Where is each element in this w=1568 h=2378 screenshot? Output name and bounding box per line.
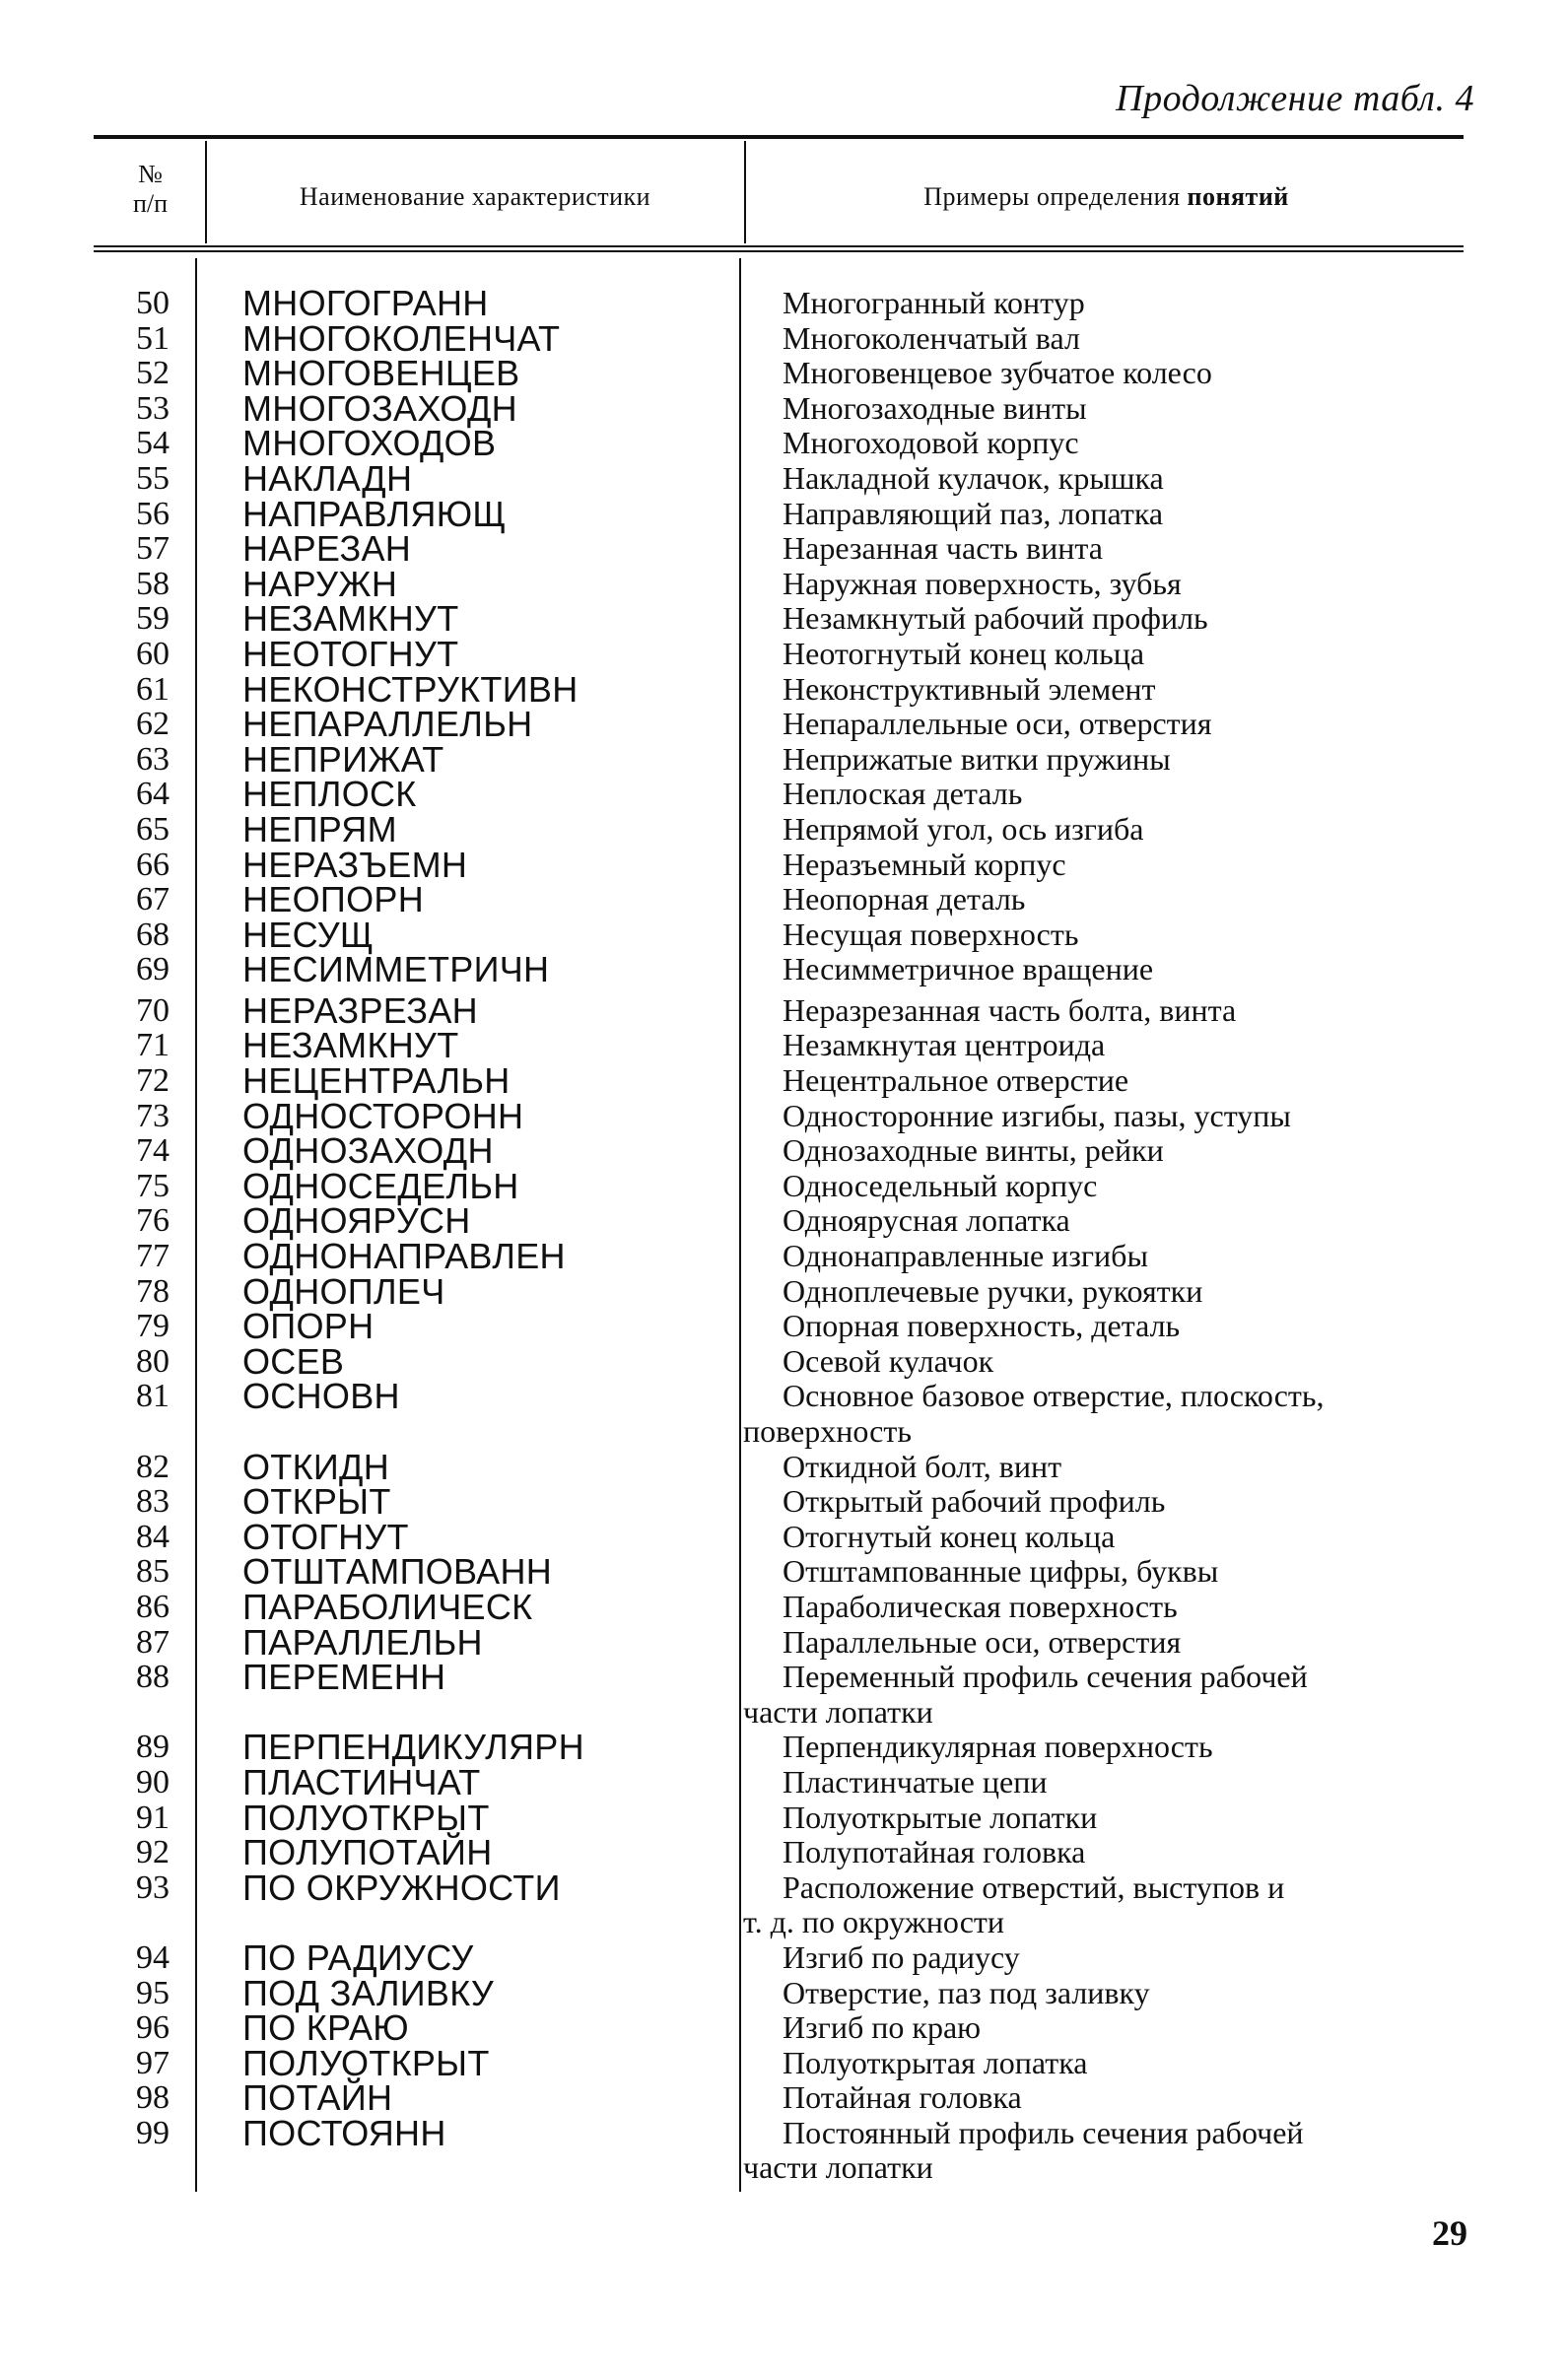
table-row <box>0 633 1568 674</box>
row-example <box>783 1309 1441 1344</box>
row-characteristic-name: НЕОПОРН <box>242 879 424 920</box>
row-characteristic-name: ПО ОКРУЖНОСТИ <box>242 1867 561 1908</box>
row-example <box>783 1765 1441 1800</box>
header-divider-1 <box>205 141 207 243</box>
row-example-text: Многовенцевое зубчатое колесо <box>783 355 1212 391</box>
row-number: 63 <box>136 740 170 778</box>
table-row <box>0 353 1568 394</box>
row-example-text: Непрямой угол, ось изгиба <box>783 810 1144 847</box>
row-characteristic-name: НЕЗАМКНУТ <box>242 598 459 640</box>
row-characteristic-name: НЕПРЯМ <box>242 808 397 849</box>
row-example <box>783 356 1441 391</box>
table-row <box>0 1200 1568 1242</box>
row-example-text: Осевой кулачок <box>783 1342 994 1379</box>
table-row <box>0 283 1568 323</box>
row-characteristic-name: ОДНОСЕДЕЛЬН <box>242 1165 519 1206</box>
row-example-text: Опорная поверхность, деталь <box>783 1308 1181 1344</box>
row-example-text: Перпендикулярная поверхность <box>783 1729 1213 1765</box>
row-number: 71 <box>136 1027 170 1064</box>
header-bottom-rule <box>94 245 1464 247</box>
row-characteristic-name: ПО РАДИУСУ <box>242 1936 474 1978</box>
row-number: 99 <box>136 2114 170 2151</box>
table-row <box>0 1130 1568 1172</box>
row-number: 67 <box>136 881 170 918</box>
row-example-continuation: т. д. по окружности <box>743 1904 1005 1940</box>
row-example-text: Отогнутый конец кольца <box>783 1518 1116 1554</box>
row-example-text: Однозаходные винты, рейки <box>783 1132 1164 1169</box>
row-characteristic-name: ПАРАЛЛЕЛЬН <box>242 1621 483 1663</box>
row-characteristic-name: ОТОГНУТ <box>242 1516 409 1557</box>
row-example-text: Неплоская деталь <box>783 776 1023 812</box>
row-characteristic-name: ПЕРПЕНДИКУЛЯРН <box>242 1727 584 1768</box>
row-number: 82 <box>136 1448 170 1485</box>
table-row <box>0 1095 1568 1136</box>
row-example <box>783 1625 1441 1661</box>
row-number: 62 <box>136 706 170 743</box>
row-characteristic-name: НЕСИММЕТРИЧН <box>242 949 550 990</box>
row-example-continuation: части лопатки <box>743 1693 933 1730</box>
row-characteristic-name: МНОГОЗАХОДН <box>242 387 517 429</box>
row-example <box>783 1554 1441 1590</box>
row-number: 61 <box>136 670 170 708</box>
row-characteristic-name: НЕПАРАЛЛЕЛЬН <box>242 704 533 745</box>
table-row <box>0 528 1568 570</box>
table-row <box>0 774 1568 815</box>
row-number: 58 <box>136 565 170 602</box>
row-number: 56 <box>136 495 170 532</box>
row-characteristic-name: ОДНОПЛЕЧ <box>242 1270 445 1312</box>
table-row <box>0 2007 1568 2049</box>
row-example-text: Несущая поверхность <box>783 916 1079 952</box>
table-body <box>0 283 1568 2186</box>
row-number: 86 <box>136 1588 170 1625</box>
page-number: 29 <box>1432 2213 1467 2253</box>
row-number: 92 <box>136 1834 170 1871</box>
row-number: 57 <box>136 530 170 568</box>
row-number: 70 <box>136 991 170 1029</box>
row-example-text: Непараллельные оси, отверстия <box>783 706 1212 742</box>
row-characteristic-name: МНОГОВЕНЦЕВ <box>242 353 520 394</box>
row-characteristic-name: МНОГОКОЛЕНЧАТ <box>242 317 561 359</box>
row-example <box>783 2046 1441 2081</box>
row-number: 76 <box>136 1202 170 1240</box>
row-example-text: Полуоткрытые лопатки <box>783 1799 1098 1835</box>
row-number: 53 <box>136 389 170 427</box>
table-row <box>0 914 1568 955</box>
row-example <box>783 461 1441 497</box>
table-continuation-caption: Продолжение табл. 4 <box>1116 78 1474 119</box>
row-example-text: Открытый рабочий профиль <box>783 1483 1166 1520</box>
table-row <box>0 457 1568 499</box>
row-number: 50 <box>136 285 170 321</box>
row-characteristic-name: ОСЕВ <box>242 1340 345 1382</box>
row-example <box>783 497 1441 532</box>
row-example <box>783 812 1441 848</box>
row-number: 97 <box>136 2044 170 2081</box>
row-example <box>783 637 1441 672</box>
row-characteristic-name: ОДНОНАПРАВЛЕН <box>242 1236 566 1277</box>
table-row <box>0 1832 1568 1873</box>
row-example-text: Неконструктивный элемент <box>783 670 1156 707</box>
row-example <box>743 1868 1441 1940</box>
table-row <box>0 1972 1568 2013</box>
row-number: 95 <box>136 1974 170 2011</box>
row-example-text: Одноплечевые ручки, рукоятки <box>783 1272 1203 1309</box>
row-example-continuation: части лопатки <box>743 2149 933 2186</box>
table-row <box>0 1060 1568 1102</box>
header-examples-bold: понятий <box>1187 182 1289 211</box>
row-example <box>783 1133 1441 1169</box>
row-example-text: Неразъемный корпус <box>783 846 1066 882</box>
row-characteristic-name: ОТШТАМПОВАНН <box>242 1551 553 1593</box>
row-example-text: Полупотайная головка <box>783 1834 1086 1870</box>
table-row <box>0 1025 1568 1066</box>
header-number-abbr: п/п <box>132 189 169 218</box>
table-row <box>0 2077 1568 2119</box>
table-row <box>0 563 1568 604</box>
row-characteristic-name: НЕПРИЖАТ <box>242 738 444 780</box>
table-row <box>0 1270 1568 1312</box>
row-number: 75 <box>136 1167 170 1204</box>
row-example <box>783 1344 1441 1380</box>
row-example <box>783 2010 1441 2046</box>
row-characteristic-name: ПЕРЕМЕНН <box>242 1657 446 1698</box>
row-number: 66 <box>136 846 170 883</box>
row-example <box>783 286 1441 321</box>
row-number: 84 <box>136 1518 170 1555</box>
row-characteristic-name: МНОГОГРАНН <box>242 283 489 323</box>
row-example <box>783 1976 1441 2011</box>
row-characteristic-name: ОТКРЫТ <box>242 1481 391 1523</box>
row-example-text: Односторонние изгибы, пазы, уступы <box>783 1097 1291 1133</box>
table-row <box>0 1797 1568 1838</box>
row-example <box>783 321 1441 357</box>
table-row <box>0 808 1568 849</box>
row-example-text: Несимметричное вращение <box>783 951 1154 987</box>
table-row <box>0 1761 1568 1802</box>
row-number: 69 <box>136 951 170 988</box>
row-example-text: Одноярусная лопатка <box>783 1202 1070 1239</box>
row-characteristic-name: ПОТАЙН <box>242 2077 393 2119</box>
row-characteristic-name: ОДНОЗАХОДН <box>242 1130 494 1172</box>
row-characteristic-name: ОПОРН <box>242 1306 375 1347</box>
row-characteristic-name: НЕРАЗЪЕМН <box>242 844 468 885</box>
row-number: 79 <box>136 1308 170 1345</box>
row-example-text: Откидной болт, винт <box>783 1448 1062 1484</box>
row-characteristic-name: ПОЛУОТКРЫТ <box>242 2042 490 2083</box>
row-example-text: Односедельный корпус <box>783 1167 1098 1203</box>
row-example-text: Неприжатые витки пружины <box>783 740 1171 777</box>
row-example-text: Неопорная деталь <box>783 881 1026 917</box>
row-example <box>783 567 1441 602</box>
row-characteristic-name: ПОЛУОТКРЫТ <box>242 1797 490 1838</box>
row-example-text: Однонаправленные изгибы <box>783 1238 1148 1274</box>
row-number: 87 <box>136 1623 170 1661</box>
row-characteristic-name: ПАРАБОЛИЧЕСК <box>242 1586 533 1627</box>
table-row <box>0 1936 1568 1978</box>
row-example <box>783 1520 1441 1555</box>
row-number: 94 <box>136 1938 170 1976</box>
row-example <box>743 1378 1441 1449</box>
table-row <box>0 1586 1568 1627</box>
row-characteristic-name: НЕРАЗРЕЗАН <box>242 989 478 1031</box>
row-example <box>783 1450 1441 1485</box>
row-number: 54 <box>136 425 170 462</box>
row-example <box>783 1063 1441 1099</box>
row-example <box>783 1099 1441 1134</box>
table-row <box>0 1165 1568 1206</box>
row-number: 73 <box>136 1097 170 1134</box>
row-example-text: Незамкнутый рабочий профиль <box>783 600 1208 637</box>
row-number: 96 <box>136 2009 170 2047</box>
row-example <box>783 1203 1441 1239</box>
row-example-text: Постоянный профиль сечения рабочей <box>783 2114 1304 2150</box>
table-row <box>0 989 1568 1031</box>
row-example <box>743 2114 1441 2186</box>
row-number: 59 <box>136 600 170 638</box>
row-example-continuation: поверхность <box>743 1413 912 1449</box>
row-example-text: Отштампованные цифры, буквы <box>783 1553 1219 1590</box>
row-number: 64 <box>136 776 170 813</box>
row-characteristic-name: НАПРАВЛЯЮЩ <box>242 493 507 534</box>
row-characteristic-name: ПОЛУПОТАЙН <box>242 1832 493 1873</box>
row-example <box>783 707 1441 742</box>
row-characteristic-name: НЕКОНСТРУКТИВН <box>242 668 579 710</box>
row-number: 55 <box>136 459 170 497</box>
table-row <box>0 1236 1568 1277</box>
row-example-text: Изгиб по радиусу <box>783 1938 1020 1975</box>
header-number <box>99 160 202 219</box>
table-row <box>0 1516 1568 1557</box>
table-row <box>0 1727 1568 1768</box>
row-number: 80 <box>136 1342 170 1380</box>
row-example <box>783 426 1441 461</box>
table-row <box>0 844 1568 885</box>
row-example <box>783 917 1441 953</box>
row-characteristic-name: ПО КРАЮ <box>242 2007 409 2049</box>
table-row <box>0 2112 1568 2186</box>
table-row <box>0 1621 1568 1663</box>
table-top-rule <box>94 135 1464 139</box>
row-example <box>783 601 1441 637</box>
table-row <box>0 1376 1568 1449</box>
row-number: 83 <box>136 1483 170 1521</box>
row-example-text: Направляющий паз, лопатка <box>783 495 1164 531</box>
row-characteristic-name: ОДНОЯРУСН <box>242 1200 471 1242</box>
header-characteristic-name: Наименование характеристики <box>299 182 651 211</box>
row-example-text: Переменный профиль сечения рабочей <box>783 1659 1308 1695</box>
row-example <box>783 391 1441 427</box>
table-row <box>0 1657 1568 1730</box>
row-number: 93 <box>136 1868 170 1906</box>
table-row <box>0 598 1568 640</box>
row-example <box>783 777 1441 812</box>
row-number: 88 <box>136 1659 170 1696</box>
row-example-text: Изгиб по краю <box>783 2009 982 2046</box>
row-example <box>783 1484 1441 1520</box>
table-row <box>0 2042 1568 2083</box>
row-example-text: Параллельные оси, отверстия <box>783 1623 1182 1660</box>
row-example <box>783 531 1441 567</box>
header-number-symbol: № <box>138 160 163 188</box>
table-row <box>0 1481 1568 1523</box>
row-example-text: Неотогнутый конец кольца <box>783 635 1145 671</box>
row-number: 98 <box>136 2079 170 2117</box>
row-number: 77 <box>136 1238 170 1275</box>
row-example-text: Нарезанная часть винта <box>783 530 1103 567</box>
table-row <box>0 1446 1568 1487</box>
row-characteristic-name: ПОСТОЯНН <box>242 2112 446 2153</box>
row-number: 89 <box>136 1729 170 1766</box>
row-characteristic-name: ОДНОСТОРОНН <box>242 1095 524 1136</box>
row-characteristic-name: НЕОТОГНУТ <box>242 633 459 674</box>
row-example <box>783 993 1441 1029</box>
row-example <box>783 1590 1441 1625</box>
header-examples-text: Примеры определения <box>923 182 1181 211</box>
row-number: 91 <box>136 1799 170 1836</box>
row-example-text: Полуоткрытая лопатка <box>783 2044 1088 2080</box>
row-number: 90 <box>136 1763 170 1800</box>
row-number: 68 <box>136 916 170 953</box>
table-row <box>0 1306 1568 1347</box>
table-row <box>0 668 1568 710</box>
row-example <box>783 882 1441 917</box>
row-number: 52 <box>136 355 170 392</box>
table-row <box>0 704 1568 745</box>
table-row <box>0 738 1568 780</box>
row-example-text: Параболическая поверхность <box>783 1588 1178 1624</box>
row-characteristic-name: НАРЕЗАН <box>242 528 412 570</box>
row-number: 72 <box>136 1062 170 1100</box>
table-row <box>0 317 1568 359</box>
row-example-text: Незамкнутая центроида <box>783 1027 1106 1063</box>
row-example <box>783 1274 1441 1310</box>
row-characteristic-name: МНОГОХОДОВ <box>242 423 497 464</box>
row-characteristic-name: НАКЛАДН <box>242 457 413 499</box>
row-characteristic-name: ОТКИДН <box>242 1446 390 1487</box>
header-divider-2 <box>744 141 746 243</box>
row-example <box>783 1730 1441 1765</box>
row-characteristic-name: НЕЦЕНТРАЛЬН <box>242 1060 511 1102</box>
row-number: 78 <box>136 1272 170 1310</box>
table-row <box>0 879 1568 920</box>
table-row <box>0 387 1568 429</box>
row-example <box>783 1169 1441 1204</box>
row-example <box>783 952 1441 987</box>
row-number: 74 <box>136 1132 170 1170</box>
row-number: 60 <box>136 635 170 672</box>
row-example <box>743 1659 1441 1730</box>
row-example-text: Накладной кулачок, крышка <box>783 459 1164 496</box>
row-number: 65 <box>136 810 170 848</box>
row-example <box>783 742 1441 778</box>
row-example-text: Многоколенчатый вал <box>783 319 1080 356</box>
row-example-text: Отверстие, паз под заливку <box>783 1974 1150 2010</box>
row-example-text: Пластинчатые цепи <box>783 1763 1048 1800</box>
row-example-text: Основное базовое отверстие, плоскость, <box>783 1378 1325 1414</box>
row-example <box>783 1835 1441 1870</box>
row-number: 85 <box>136 1553 170 1591</box>
row-characteristic-name: ПЛАСТИНЧАТ <box>242 1761 481 1802</box>
row-example <box>783 672 1441 708</box>
header-bottom-rule-2 <box>94 250 1464 252</box>
row-example-text: Многозаходные винты <box>783 389 1087 426</box>
row-characteristic-name: НЕСУЩ <box>242 914 374 955</box>
row-example <box>783 1239 1441 1274</box>
row-example-text: Наружная поверхность, зубья <box>783 565 1182 601</box>
row-example-text: Потайная головка <box>783 2079 1022 2116</box>
row-example <box>783 1800 1441 1836</box>
row-characteristic-name: НЕЗАМКНУТ <box>242 1025 459 1066</box>
table-row <box>0 423 1568 464</box>
row-number: 81 <box>136 1378 170 1415</box>
row-example-text: Многогранный контур <box>783 285 1085 320</box>
row-example <box>783 2080 1441 2116</box>
table-row <box>0 1867 1568 1940</box>
row-example-text: Неразрезанная часть болта, винта <box>783 991 1237 1028</box>
row-example-text: Нецентральное отверстие <box>783 1062 1129 1099</box>
row-example <box>783 1028 1441 1063</box>
row-characteristic-name: ПОД ЗАЛИВКУ <box>242 1972 495 2013</box>
row-characteristic-name: НАРУЖН <box>242 563 398 604</box>
row-characteristic-name: НЕПЛОСК <box>242 774 417 815</box>
table-row <box>0 949 1568 990</box>
row-number: 51 <box>136 319 170 357</box>
row-example <box>783 848 1441 883</box>
table-row <box>0 1340 1568 1382</box>
header-examples <box>749 182 1464 212</box>
row-example-text: Расположение отверстий, выступов и <box>783 1868 1285 1905</box>
row-characteristic-name: ОСНОВН <box>242 1376 400 1417</box>
table-row <box>0 493 1568 534</box>
table-row <box>0 1551 1568 1593</box>
row-example-text: Многоходовой корпус <box>783 425 1079 461</box>
row-example <box>783 1940 1441 1976</box>
